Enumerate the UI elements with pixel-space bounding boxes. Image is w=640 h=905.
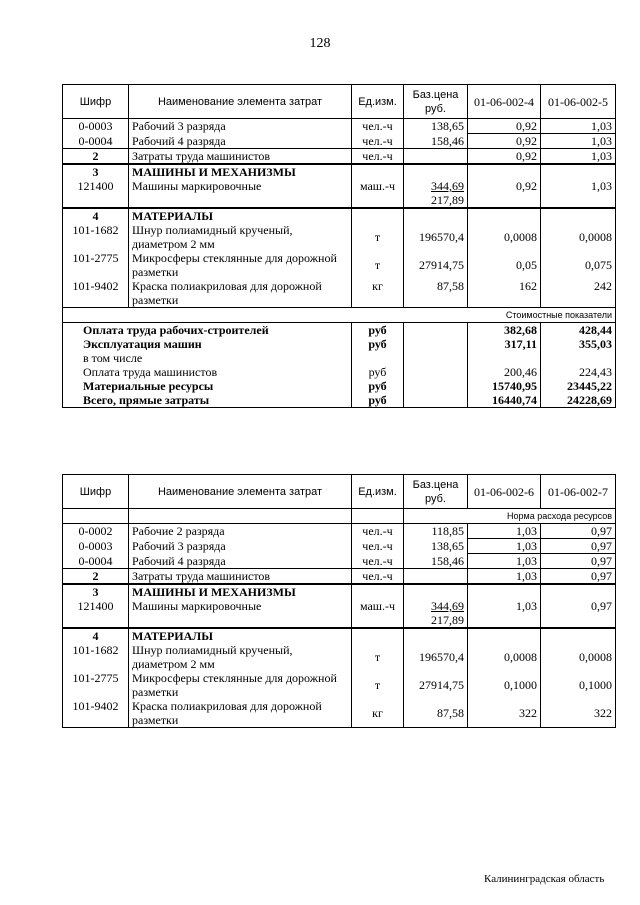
row-name: Рабочий 4 разряда (129, 134, 352, 149)
row-value-2: 1,03 (541, 119, 616, 134)
row-name: Краска полиакриловая для дорожной разметки (129, 699, 352, 728)
table-row (63, 671, 616, 699)
header-code: Шифр (63, 475, 129, 509)
summary-value-2: 355,03 (541, 337, 616, 351)
section-row (63, 628, 616, 643)
summary-row (63, 351, 616, 365)
resource-table-2 (62, 474, 616, 728)
section-row (63, 584, 616, 599)
region-footer: Калининградская область (484, 873, 605, 885)
header-col1: 01-06-002-4 (468, 85, 541, 119)
row-value-2: 1,03 (541, 134, 616, 149)
row-value-1: 0,0008 (468, 223, 541, 251)
row-unit: чел.-ч (352, 524, 404, 539)
row-price: 118,85 (404, 524, 468, 539)
header-col2: 01-06-002-5 (541, 85, 616, 119)
row-value-1: 0,92 (468, 149, 541, 165)
row-value-1: 0,92 (468, 134, 541, 149)
row-value-1: 1,03 (468, 569, 541, 585)
row-unit: кг (352, 279, 404, 308)
row-value-1: 0,05 (468, 251, 541, 279)
summary-unit: руб (352, 379, 404, 393)
row-name: Рабочий 4 разряда (129, 554, 352, 569)
table-row (63, 699, 616, 728)
section-title: МАШИНЫ И МЕХАНИЗМЫ (129, 584, 352, 599)
row-code: 101-2775 (63, 671, 129, 699)
row-unit: чел.-ч (352, 554, 404, 569)
table-row (63, 643, 616, 671)
summary-row (63, 365, 616, 379)
row-name: Машины маркировочные (129, 179, 352, 208)
row-name: Затраты труда машинистов (129, 569, 352, 585)
summary-value-2 (541, 351, 616, 365)
row-unit: чел.-ч (352, 134, 404, 149)
table-row (63, 554, 616, 569)
row-unit: маш.-ч (352, 599, 404, 628)
table-row (63, 524, 616, 539)
row-price: 138,65 (404, 119, 468, 134)
summary-unit: руб (352, 337, 404, 351)
summary-value-1: 15740,95 (468, 379, 541, 393)
row-unit: чел.-ч (352, 149, 404, 165)
row-code: 2 (63, 149, 129, 165)
row-code: 0-0004 (63, 134, 129, 149)
row-code: 121400 (63, 599, 129, 628)
row-unit: т (352, 643, 404, 671)
section-code: 3 (63, 164, 129, 179)
summary-value-2: 23445,22 (541, 379, 616, 393)
row-unit: т (352, 251, 404, 279)
summary-label: Материальные ресурсы (63, 379, 352, 393)
row-code: 0-0002 (63, 524, 129, 539)
row-code: 2 (63, 569, 129, 585)
table-row (63, 149, 616, 165)
summary-row (63, 337, 616, 351)
row-value-1: 162 (468, 279, 541, 308)
header-code: Шифр (63, 85, 129, 119)
row-value-2: 0,0008 (541, 643, 616, 671)
row-value-2: 242 (541, 279, 616, 308)
section-title: МАТЕРИАЛЫ (129, 628, 352, 643)
summary-unit: руб (352, 365, 404, 379)
summary-value-2: 24228,69 (541, 393, 616, 408)
section-title: МАШИНЫ И МЕХАНИЗМЫ (129, 164, 352, 179)
row-code: 101-9402 (63, 699, 129, 728)
section-row (63, 208, 616, 223)
row-code: 0-0004 (63, 554, 129, 569)
row-price (404, 149, 468, 165)
row-value-1: 1,03 (468, 554, 541, 569)
row-code: 0-0003 (63, 539, 129, 554)
header-col2: 01-06-002-7 (541, 475, 616, 509)
row-code: 101-1682 (63, 643, 129, 671)
summary-value-1 (468, 351, 541, 365)
page-number: 128 (309, 36, 331, 51)
row-price: 87,58 (404, 279, 468, 308)
table-row (63, 279, 616, 308)
summary-unit: руб (352, 393, 404, 408)
row-value-2: 0,97 (541, 599, 616, 628)
row-code: 101-9402 (63, 279, 129, 308)
section-code: 4 (63, 628, 129, 643)
table-header-row (63, 85, 616, 119)
row-code: 101-2775 (63, 251, 129, 279)
row-value-2: 0,1000 (541, 671, 616, 699)
table-row (63, 569, 616, 585)
row-code: 121400 (63, 179, 129, 208)
summary-value-2: 224,43 (541, 365, 616, 379)
row-price: 196570,4 (404, 643, 468, 671)
row-value-2: 0,97 (541, 554, 616, 569)
table-row (63, 134, 616, 149)
summary-unit: руб (352, 323, 404, 338)
row-price: 27914,75 (404, 671, 468, 699)
row-value-2: 0,97 (541, 539, 616, 554)
summary-label: Эксплуатация машин (63, 337, 352, 351)
row-unit: т (352, 223, 404, 251)
row-value-1: 0,0008 (468, 643, 541, 671)
table-row (63, 179, 616, 208)
cost-note: Стоимостные показатели (468, 308, 616, 323)
summary-label: в том числе (63, 351, 352, 365)
row-price: 196570,4 (404, 223, 468, 251)
row-value-2: 0,97 (541, 524, 616, 539)
summary-row (63, 393, 616, 408)
row-price: 158,46 (404, 134, 468, 149)
row-value-1: 322 (468, 699, 541, 728)
table-row (63, 119, 616, 134)
row-name: Рабочий 3 разряда (129, 119, 352, 134)
section-title: МАТЕРИАЛЫ (129, 208, 352, 223)
section-code: 3 (63, 584, 129, 599)
row-name: Затраты труда машинистов (129, 149, 352, 165)
row-unit: чел.-ч (352, 569, 404, 585)
resource-table-1 (62, 84, 616, 408)
header-price: Баз.цена руб. (404, 85, 468, 119)
row-unit: кг (352, 699, 404, 728)
row-value-2: 0,97 (541, 569, 616, 585)
row-value-1: 0,92 (468, 119, 541, 134)
row-unit: чел.-ч (352, 539, 404, 554)
row-price: 27914,75 (404, 251, 468, 279)
row-value-1: 1,03 (468, 599, 541, 628)
row-price: 158,46 (404, 554, 468, 569)
header-name: Наименование элемента затрат (129, 475, 352, 509)
summary-value-1: 200,46 (468, 365, 541, 379)
row-value-2: 322 (541, 699, 616, 728)
summary-row (63, 379, 616, 393)
table-row (63, 251, 616, 279)
row-name: Микросферы стеклянные для дорожной разметки (129, 251, 352, 279)
cost-note-row (63, 308, 616, 323)
section-code: 4 (63, 208, 129, 223)
row-price: 344,69 217,89 (404, 179, 468, 208)
summary-label: Оплата труда машинистов (63, 365, 352, 379)
row-price (404, 569, 468, 585)
header-unit: Ед.изм. (352, 475, 404, 509)
table-row (63, 223, 616, 251)
summary-value-1: 382,68 (468, 323, 541, 338)
table-row (63, 599, 616, 628)
row-price: 138,65 (404, 539, 468, 554)
summary-value-2: 428,44 (541, 323, 616, 338)
row-value-1: 0,1000 (468, 671, 541, 699)
row-price: 87,58 (404, 699, 468, 728)
row-name: Машины маркировочные (129, 599, 352, 628)
row-value-2: 1,03 (541, 149, 616, 165)
summary-label: Всего, прямые затраты (63, 393, 352, 408)
table-header-row (63, 475, 616, 509)
norm-note: Норма расхода ресурсов (468, 509, 616, 524)
header-price: Баз.цена руб. (404, 475, 468, 509)
table-row (63, 539, 616, 554)
summary-row (63, 323, 616, 338)
section-row (63, 164, 616, 179)
row-unit: чел.-ч (352, 119, 404, 134)
row-value-2: 0,0008 (541, 223, 616, 251)
row-price: 344,69 217,89 (404, 599, 468, 628)
summary-label: Оплата труда рабочих-строителей (63, 323, 352, 338)
row-value-1: 1,03 (468, 524, 541, 539)
header-col1: 01-06-002-6 (468, 475, 541, 509)
summary-value-1: 317,11 (468, 337, 541, 351)
row-code: 101-1682 (63, 223, 129, 251)
row-value-2: 0,075 (541, 251, 616, 279)
row-name: Краска полиакриловая для дорожной разметки (129, 279, 352, 308)
row-value-1: 1,03 (468, 539, 541, 554)
row-value-1: 0,92 (468, 179, 541, 208)
row-name: Микросферы стеклянные для дорожной разметки (129, 671, 352, 699)
row-name: Шнур полиамидный крученый, диаметром 2 мм (129, 223, 352, 251)
header-name: Наименование элемента затрат (129, 85, 352, 119)
row-unit: т (352, 671, 404, 699)
summary-value-1: 16440,74 (468, 393, 541, 408)
summary-unit (352, 351, 404, 365)
row-code: 0-0003 (63, 119, 129, 134)
row-name: Рабочий 3 разряда (129, 539, 352, 554)
header-unit: Ед.изм. (352, 85, 404, 119)
row-value-2: 1,03 (541, 179, 616, 208)
row-unit: маш.-ч (352, 179, 404, 208)
norm-note-row (63, 509, 616, 524)
row-name: Шнур полиамидный крученый, диаметром 2 мм (129, 643, 352, 671)
row-name: Рабочие 2 разряда (129, 524, 352, 539)
